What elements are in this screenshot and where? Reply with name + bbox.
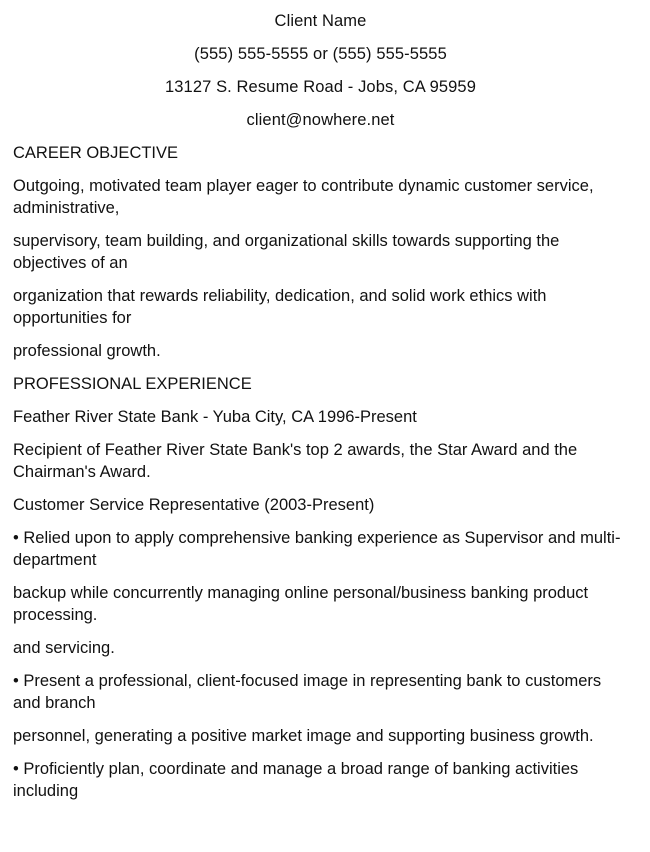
email: client@nowhere.net [246, 111, 395, 129]
experience-line: backup while concurrently managing online personal/business banking product processing. [13, 584, 589, 624]
experience-line: personnel, generating a positive market image and supporting business growth. [13, 727, 594, 745]
client-name: Client Name [274, 12, 367, 30]
experience-line: • Relied upon to apply comprehensive banking experience as Supervisor and multi-department [13, 529, 621, 569]
objective-paragraph: organization that rewards reliability, dedication, and solid work ethics with opportunities for [13, 287, 547, 327]
employer-line: Feather River State Bank - Yuba City, CA 1996-Present [13, 408, 417, 426]
recognition-line: Recipient of Feather River State Bank's top 2 awards, the Star Award and the Chairman's Award. [13, 441, 578, 481]
professional-experience-heading: PROFESSIONAL EXPERIENCE [13, 375, 252, 393]
role-title: Customer Service Representative (2003-Present) [13, 496, 375, 514]
career-objective-heading: CAREER OBJECTIVE [13, 144, 179, 162]
phone-numbers: (555) 555-5555 or (555) 555-5555 [194, 45, 447, 63]
objective-paragraph: supervisory, team building, and organizational skills towards supporting the objectives of an [13, 232, 560, 272]
experience-line: and servicing. [13, 639, 115, 657]
address: 13127 S. Resume Road - Jobs, CA 95959 [165, 78, 476, 96]
experience-line: • Present a professional, client-focused image in representing bank to customers and branch [13, 672, 602, 712]
objective-paragraph: Outgoing, motivated team player eager to contribute dynamic customer service, administrative, [13, 177, 594, 217]
objective-paragraph: professional growth. [13, 342, 161, 360]
experience-line: • Proficiently plan, coordinate and manage a broad range of banking activities including [13, 760, 579, 800]
